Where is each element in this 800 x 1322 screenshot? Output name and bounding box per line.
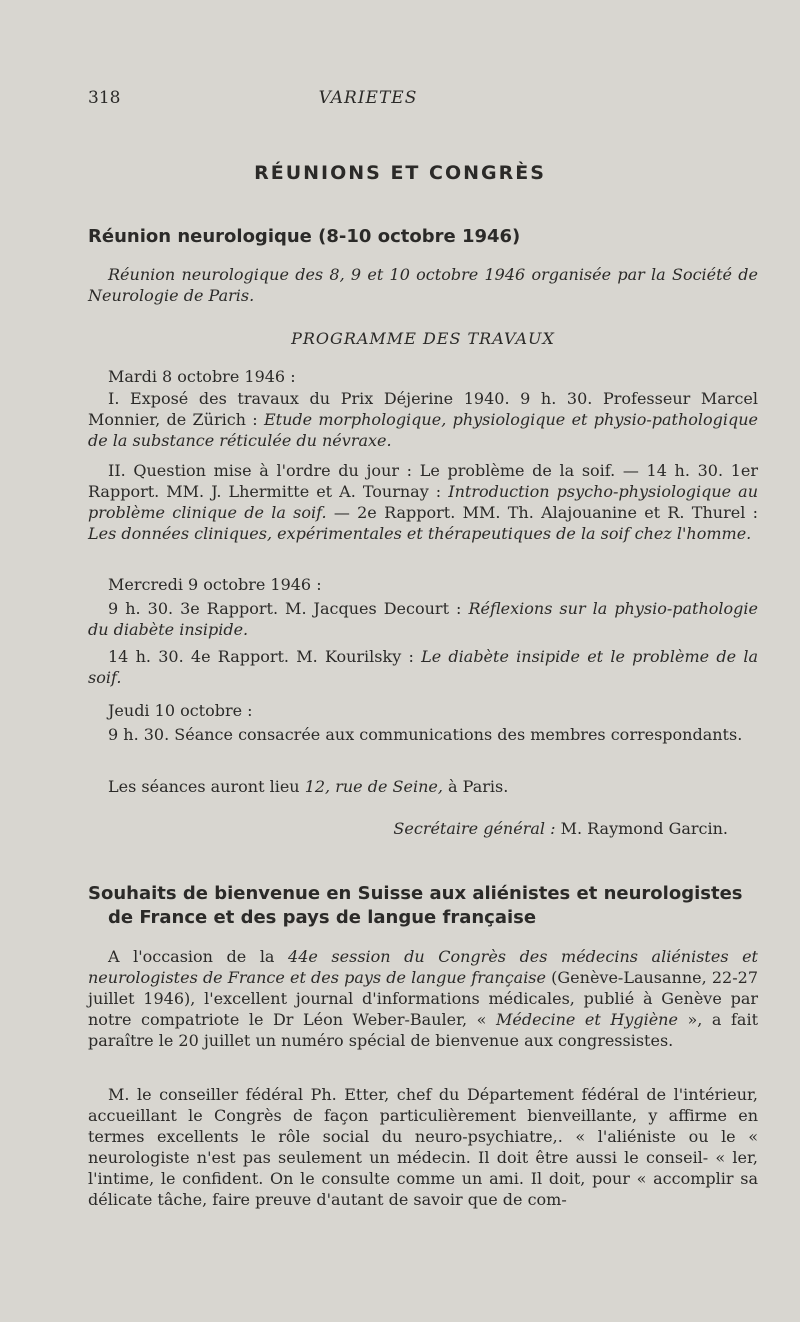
secretary-line <box>88 818 758 839</box>
section2-paragraph1 <box>88 946 758 1051</box>
item1-lead: I. Exposé des travaux du Prix Déjerine 1940. 9 h. 30. Professeur Marcel Monnier, de Zürich : <box>88 389 758 429</box>
rapport4-title: Le diabète insipide et le problème de la soif. <box>88 647 758 687</box>
rapport3-lead: 9 h. 30. 3e Rapport. M. Jacques Decourt : <box>108 599 462 618</box>
p1-a: A l'occasion de la <box>108 947 275 966</box>
seance-paragraph: 9 h. 30. Séance consacrée aux communications des membres correspondants. <box>108 725 743 744</box>
rapport3-title: Réflexions sur la physio-pathologie du diabète insipide. <box>88 599 758 639</box>
day3-label: Jeudi 10 octobre : <box>108 701 253 720</box>
rapport4-lead: 14 h. 30. 4e Rapport. M. Kourilsky : <box>108 647 414 666</box>
page-number: 318 <box>88 88 121 108</box>
section1-heading: Réunion neurologique (8-10 octobre 1946) <box>88 226 521 247</box>
item2-paragraph <box>88 460 758 544</box>
p1-c: (Genève-Lausanne, 22-27 juillet 1946), l'excellent journal d'informations médicales, publié à Genève par notre compatriote le Dr Léon Weber-Bauler, « <box>88 968 758 1029</box>
section2-paragraph2: M. le conseiller fédéral Ph. Etter, chef du Département fédéral de l'intérieur, accueillant le Congrès de façon particulièrement bienveillante, y affirme en termes excellents le rôle social du neuro-psychiatre,. « l'aliéniste ou le « neurologiste n'est pas seulement un médecin. Il doit être aussi le conseil- « ler, l'intime, le confident. On le consulte comme un ami. Il doit, pour « accomplir sa délicate tâche, faire preuve d'autant de savoir que de com- <box>88 1085 758 1209</box>
p1-d: Médecine et Hygiène <box>495 1010 678 1029</box>
section2-heading-line2: de France et des pays de langue française <box>108 907 537 928</box>
rapport3-paragraph <box>88 598 758 640</box>
item1-paragraph <box>88 388 758 451</box>
running-title: VARIETES <box>318 88 418 108</box>
secretary-name: M. Raymond Garcin. <box>560 819 728 838</box>
lieu-address: 12, rue de Seine, <box>304 777 443 796</box>
section2-heading-line1: Souhaits de bienvenue en Suisse aux aliénistes et neurologistes <box>88 883 743 904</box>
section1-intro: Réunion neurologique des 8, 9 et 10 octobre 1946 organisée par la Société de Neurologie de Paris. <box>88 265 758 305</box>
running-header <box>88 88 758 110</box>
item1-title: Etude morphologique, physiologique et physio-pathologique de la substance réticulée du névraxe. <box>88 410 759 450</box>
item2-title1: Introduction psycho-physiologique au problème clinique de la soif. <box>88 482 759 522</box>
p1-e: », a fait paraître le 20 juillet un numéro spécial de bienvenue aux congressistes. <box>88 1010 758 1050</box>
secretary-label: Secrétaire général : <box>393 819 556 838</box>
item2-title2: Les données cliniques, expérimentales et thérapeutiques de la soif chez l'homme. <box>88 524 752 543</box>
lieu-paragraph <box>88 776 758 797</box>
day2-label: Mercredi 9 octobre 1946 : <box>108 575 322 594</box>
item2-mid: — 2e Rapport. MM. Th. Alajouanine et R. Thurel : <box>333 503 759 522</box>
program-title: PROGRAMME DES TRAVAUX <box>291 329 555 348</box>
item2-lead: II. Question mise à l'ordre du jour : Le problème de la soif. — 14 h. 30. 1er Rapport. MM. J. Lhermitte et A. Tournay : <box>88 461 758 501</box>
day1-label: Mardi 8 octobre 1946 : <box>108 367 296 386</box>
lieu-end: à Paris. <box>448 777 509 796</box>
section2-heading <box>88 882 758 930</box>
main-title: RÉUNIONS ET CONGRÈS <box>254 162 546 184</box>
lieu-lead: Les séances auront lieu <box>108 777 300 796</box>
p1-b: 44e session du Congrès des médecins aliénistes et neurologistes de France et des pays de langue française <box>88 947 758 987</box>
rapport4-paragraph <box>88 646 758 688</box>
